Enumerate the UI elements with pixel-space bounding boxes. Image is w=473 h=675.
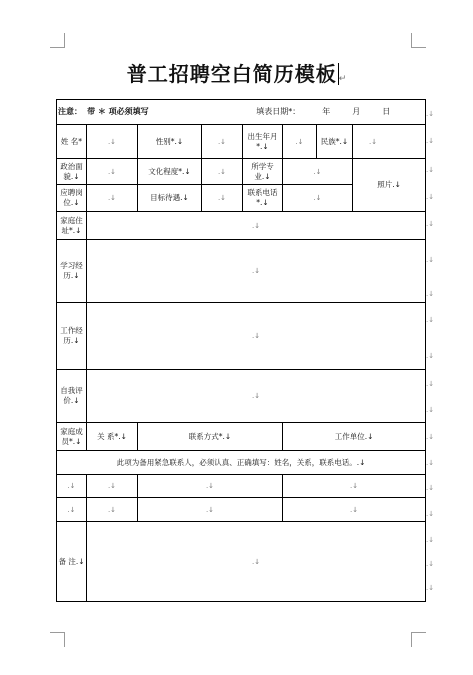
notice-prefix: 注意：	[58, 107, 82, 116]
gender-field[interactable]: .↓	[202, 125, 243, 159]
row-end-mark: .↓	[426, 290, 435, 298]
day-label: 日	[382, 107, 391, 116]
row-end-mark: .↓	[426, 166, 435, 174]
family-name-2[interactable]: .↓	[57, 498, 87, 522]
family-contact-1[interactable]: .↓	[138, 475, 283, 498]
emergency-note: 此项为备用紧急联系人，必须认真、正确填写：姓名，关系，联系电话。.↓	[57, 451, 426, 475]
position-field[interactable]: .↓	[87, 185, 138, 212]
education-field[interactable]: .↓	[202, 159, 243, 185]
ethnicity-label: 民族*.↓	[317, 125, 353, 159]
study-field[interactable]: .↓	[87, 240, 426, 303]
row-end-mark: .↓	[426, 110, 435, 118]
self-eval-label: 自我评价.↓	[57, 370, 87, 423]
title-block	[0, 58, 473, 87]
notice-text: 带 ＊ 项必须填写	[87, 107, 149, 116]
paragraph-mark-icon: ↵	[338, 74, 347, 84]
unit-header: 工作单位.↓	[283, 423, 426, 451]
phone-label: 联系电话*.↓	[243, 185, 283, 212]
row-end-mark: .↓	[426, 137, 435, 145]
row-end-mark: .↓	[426, 406, 435, 414]
name-label: 姓 名*	[57, 125, 87, 159]
gender-label: 性别*.↓	[138, 125, 202, 159]
family-unit-2[interactable]: .↓	[283, 498, 426, 522]
row-end-mark: .↓	[426, 560, 435, 568]
notice-row	[57, 100, 426, 125]
photo-box[interactable]: 照片.↓	[353, 159, 426, 212]
document-title[interactable]: 普工招聘空白简历模板	[126, 62, 337, 86]
crop-mark-bottom-left	[50, 632, 65, 647]
crop-mark-bottom-right	[411, 632, 426, 647]
work-label: 工作经历.↓	[57, 303, 87, 370]
name-field[interactable]: .↓	[87, 125, 138, 159]
resume-table	[56, 99, 426, 602]
remarks-field[interactable]: .↓	[87, 522, 426, 602]
major-label: 所学专业.↓	[243, 159, 283, 185]
row-end-mark: .↓	[426, 536, 435, 544]
family-name-1[interactable]: .↓	[57, 475, 87, 498]
row-end-mark: .↓	[426, 380, 435, 388]
row-end-mark: .↓	[426, 484, 435, 492]
address-label: 家庭住址*.↓	[57, 212, 87, 240]
year-label: 年	[322, 107, 331, 116]
phone-field[interactable]: .↓	[283, 185, 353, 212]
row-end-mark: .↓	[426, 256, 435, 264]
month-label: 月	[352, 107, 361, 116]
fill-date-label: 填表日期*：	[256, 107, 301, 116]
relation-header: 关 系*.↓	[87, 423, 138, 451]
row-end-mark: .↓	[426, 220, 435, 228]
self-eval-field[interactable]: .↓	[87, 370, 426, 423]
salary-label: 目标待遇.↓	[138, 185, 202, 212]
birth-field[interactable]: .↓	[283, 125, 317, 159]
family-unit-1[interactable]: .↓	[283, 475, 426, 498]
address-field[interactable]: .↓	[87, 212, 426, 240]
family-relation-2[interactable]: .↓	[87, 498, 138, 522]
ethnicity-field[interactable]: .↓	[353, 125, 426, 159]
row-end-mark: .↓	[426, 510, 435, 518]
family-label: 家庭成员*.↓	[57, 423, 87, 451]
study-label: 学习经历.↓	[57, 240, 87, 303]
political-label: 政治面貌.↓	[57, 159, 87, 185]
contact-header: 联系方式*.↓	[138, 423, 283, 451]
row-end-mark: .↓	[426, 433, 435, 441]
remarks-label: 备 注.↓	[57, 522, 87, 602]
family-relation-1[interactable]: .↓	[87, 475, 138, 498]
row-end-mark: .↓	[426, 352, 435, 360]
crop-mark-top-right	[411, 33, 426, 48]
row-end-mark: .↓	[426, 584, 435, 592]
family-contact-2[interactable]: .↓	[138, 498, 283, 522]
work-field[interactable]: .↓	[87, 303, 426, 370]
position-label: 应聘岗位.↓	[57, 185, 87, 212]
major-field[interactable]: .↓	[283, 159, 353, 185]
birth-label: 出生年月*.↓	[243, 125, 283, 159]
education-label: 文化程度*.↓	[138, 159, 202, 185]
salary-field[interactable]: .↓	[202, 185, 243, 212]
row-end-mark: .↓	[426, 316, 435, 324]
row-end-mark: .↓	[426, 459, 435, 467]
row-end-mark: .↓	[426, 193, 435, 201]
political-field[interactable]: .↓	[87, 159, 138, 185]
crop-mark-top-left	[50, 33, 65, 48]
